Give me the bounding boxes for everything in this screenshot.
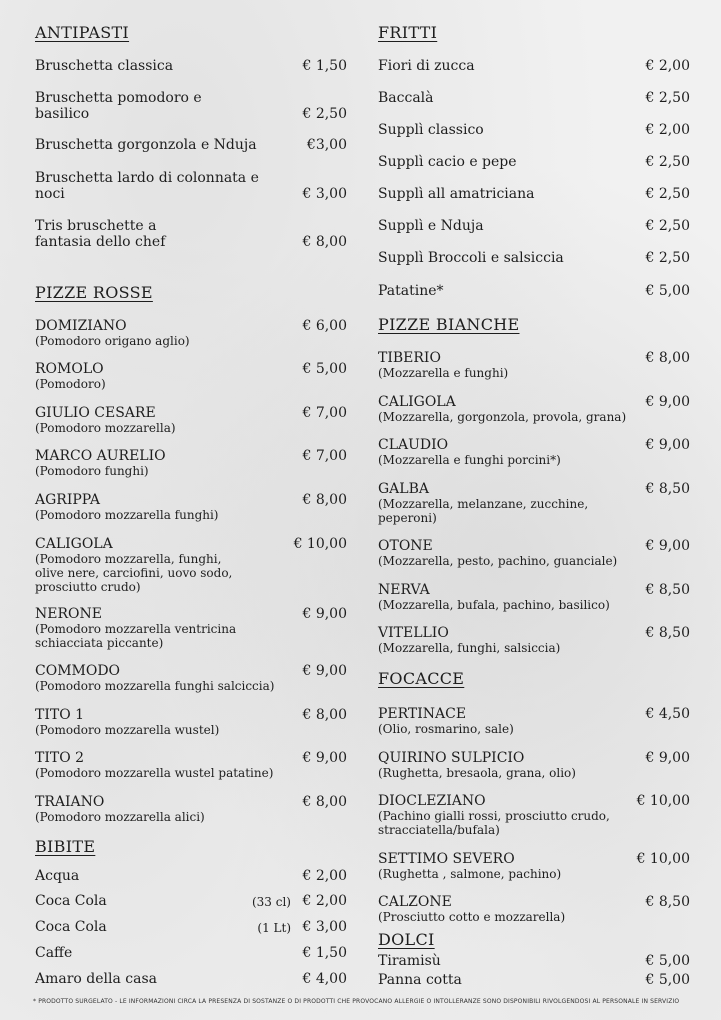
item-name: Bruschetta pomodoro e basilico [35,90,202,122]
item-name: Panna cotta [378,972,462,988]
antipasti-heading: ANTIPASTI [35,23,130,42]
item-price: € 5,00 [645,972,690,988]
item-price: € 4,00 [302,971,347,987]
menu-item [35,361,347,391]
item-price: € 1,50 [302,945,347,961]
item-price: € 7,00 [302,405,347,421]
item-description: (Mozzarella, bufala, pachino, basilico) [378,598,610,612]
item-price: € 8,00 [302,707,347,723]
menu-item [378,154,690,170]
menu-item [378,851,690,881]
item-name: Tiramisù [378,953,441,969]
menu-item [378,894,690,924]
menu-item [378,90,690,106]
drink-item [35,919,347,935]
item-name: GALBA [378,481,429,497]
item-description: (Mozzarella, melanzane, zucchine, peperoni) [378,497,589,525]
item-price: € 2,50 [645,90,690,106]
item-name: PERTINACE [378,706,467,722]
item-name: CALIGOLA [378,394,456,410]
drink-item [35,893,347,909]
item-name: Patatine* [378,283,444,299]
menu-item [378,582,690,612]
item-name: Amaro della casa [35,971,158,987]
menu-item [35,170,347,202]
item-description: (Olio, rosmarino, sale) [378,722,514,736]
item-size: (1 Lt) [257,921,291,935]
menu-item [378,58,690,74]
menu-item [378,218,690,234]
item-name: SETTIMO SEVERO [378,851,515,867]
item-name: TITO 2 [35,750,85,766]
item-description: (Pomodoro mozzarella funghi) [35,508,219,522]
menu-item [35,794,347,824]
item-price: € 5,00 [645,283,690,299]
item-name: TITO 1 [35,707,85,723]
item-price: € 9,00 [645,437,690,453]
menu-item [378,793,690,837]
menu-item [35,137,347,153]
item-name: CALZONE [378,894,452,910]
item-name: Supplì classico [378,122,484,138]
item-name: CALIGOLA [35,536,113,552]
item-size: (33 cl) [251,895,291,909]
item-price: € 8,50 [645,625,690,641]
item-description: (Mozzarella, pesto, pachino, guanciale) [378,554,618,568]
item-price: € 2,50 [645,154,690,170]
item-description: (Pomodoro mozzarella, funghi, olive nere, carciofini, uovo sodo, prosciutto crudo) [35,552,233,594]
item-name: Bruschetta gorgonzola e Nduja [35,137,257,153]
item-name: COMMODO [35,663,121,679]
item-price: € 2,00 [302,893,347,909]
item-price: € 4,50 [645,706,690,722]
item-description: (Pomodoro mozzarella funghi salciccia) [35,679,275,693]
item-name: MARCO AURELIO [35,448,166,464]
menu-item [35,318,347,348]
item-name: Caffe [35,945,73,961]
item-price: € 8,00 [302,794,347,810]
drink-item [35,945,347,961]
fritti-heading: FRITTI [378,23,438,42]
item-description: (Pomodoro mozzarella wustel) [35,723,220,737]
item-price: € 2,50 [645,186,690,202]
item-name: DIOCLEZIANO [378,793,486,809]
menu-item [35,448,347,478]
menu-item [35,492,347,522]
item-price: € 2,50 [645,250,690,266]
item-name: Supplì all amatriciana [378,186,535,202]
menu-item [35,606,347,650]
item-description: (Rughetta, bresaola, grana, olio) [378,766,576,780]
item-name: TRAIANO [35,794,105,810]
item-price: € 9,00 [302,606,347,622]
item-name: GIULIO CESARE [35,405,156,421]
menu-item [35,58,347,74]
item-name: ROMOLO [35,361,104,377]
item-name: Fiori di zucca [378,58,475,74]
item-description: (Pomodoro funghi) [35,464,149,478]
item-description: (Mozzarella, funghi, salsiccia) [378,641,561,655]
item-price: € 8,00 [302,492,347,508]
dolci-heading: DOLCI [378,930,435,949]
item-description: (Prosciutto cotto e mozzarella) [378,910,566,924]
item-price: € 9,00 [645,394,690,410]
item-price: € 8,50 [645,894,690,910]
menu-item [378,186,690,202]
item-price: € 9,00 [645,538,690,554]
menu-item [378,437,690,467]
bibite-heading: BIBITE [35,837,96,856]
item-price: € 5,00 [302,361,347,377]
item-description: (Pomodoro mozzarella) [35,421,176,435]
focacce-heading: FOCACCE [378,669,465,688]
item-name: AGRIPPA [35,492,101,508]
allergen-footer-note: * PRODOTTO SURGELATO - LE INFORMAZIONI CIRCA LA PRESENZA DI SOSTANZE O DI PRODOTTI CHE PROVOCANO ALLERGIE O INTOLLERANZE SONO DISPONIBILI RIVOLGENDOSI AL PERSONALE IN SERVIZIO [33,998,680,1005]
menu-item [378,481,690,525]
menu-item [378,538,690,568]
item-price: € 2,00 [645,122,690,138]
item-description: (Mozzarella e funghi) [378,366,509,380]
item-name: QUIRINO SULPICIO [378,750,525,766]
menu-item [378,394,690,424]
item-name: VITELLIO [378,625,449,641]
item-name: Baccalà [378,90,434,106]
pizze-rosse-heading: PIZZE ROSSE [35,283,153,302]
item-price: € 8,00 [302,234,347,250]
item-price: € 2,00 [645,58,690,74]
item-description: (Pomodoro origano aglio) [35,334,190,348]
item-name: Coca Cola [35,919,107,935]
item-name: Supplì cacio e pepe [378,154,517,170]
item-price: € 3,00 [302,919,347,935]
item-name: Tris bruschette a fantasia dello chef [35,218,166,250]
item-price: € 6,00 [302,318,347,334]
menu-item [35,218,347,250]
item-price: € 3,00 [302,186,347,202]
item-description: (Rughetta , salmone, pachino) [378,867,562,881]
menu-item [35,750,347,780]
item-price: € 7,00 [302,448,347,464]
menu-item [35,90,347,122]
item-description: (Mozzarella, gorgonzola, provola, grana) [378,410,627,424]
menu-item [35,536,347,594]
item-name: Bruschetta lardo di colonnata e noci [35,170,259,202]
item-name: NERONE [35,606,102,622]
menu-item [378,706,690,736]
menu-item [378,953,690,969]
item-price: € 2,00 [302,868,347,884]
item-name: Coca Cola [35,893,107,909]
item-price: €3,00 [306,137,347,153]
item-description: (Mozzarella e funghi porcini*) [378,453,561,467]
item-name: DOMIZIANO [35,318,127,334]
item-price: € 2,50 [645,218,690,234]
item-name: NERVA [378,582,430,598]
item-description: (Pomodoro mozzarella wustel patatine) [35,766,274,780]
item-price: € 8,50 [645,481,690,497]
menu-item [378,750,690,780]
item-price: € 10,00 [636,793,690,809]
item-price: € 8,50 [645,582,690,598]
item-description: (Pomodoro mozzarella ventricina schiacciata piccante) [35,622,237,650]
item-name: Supplì Broccoli e salsiccia [378,250,564,266]
drink-item [35,868,347,884]
drink-item [35,971,347,987]
item-name: Supplì e Nduja [378,218,484,234]
menu-item [35,707,347,737]
item-description: (Pomodoro mozzarella alici) [35,810,205,824]
item-name: OTONE [378,538,433,554]
item-description: (Pachino gialli rossi, prosciutto crudo, stracciatella/bufala) [378,809,610,837]
item-price: € 8,00 [645,350,690,366]
menu-item [378,250,690,266]
item-price: € 10,00 [293,536,347,552]
menu-item [378,350,690,380]
item-price: € 9,00 [302,663,347,679]
item-price: € 2,50 [302,106,347,122]
item-price: € 9,00 [302,750,347,766]
item-name: TIBERIO [378,350,441,366]
item-name: Bruschetta classica [35,58,174,74]
menu-item [378,122,690,138]
item-description: (Pomodoro) [35,377,106,391]
item-price: € 1,50 [302,58,347,74]
menu-item [35,405,347,435]
item-price: € 9,00 [645,750,690,766]
item-name: CLAUDIO [378,437,449,453]
item-price: € 10,00 [636,851,690,867]
pizze-bianche-heading: PIZZE BIANCHE [378,315,520,334]
menu-item [378,283,690,299]
item-price: € 5,00 [645,953,690,969]
item-name: Acqua [35,868,80,884]
menu-item [378,972,690,988]
menu-item [35,663,347,693]
menu-item [378,625,690,655]
